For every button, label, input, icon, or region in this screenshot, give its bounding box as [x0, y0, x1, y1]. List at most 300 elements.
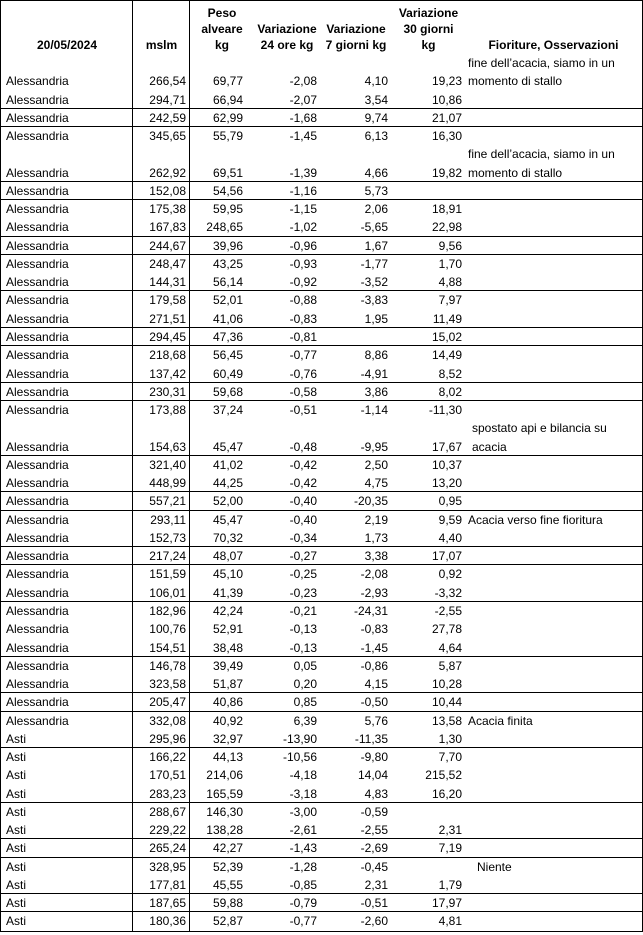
- change-24h-cell: -0,34: [254, 529, 320, 547]
- table-row: [1, 565, 642, 583]
- location-cell: Alessandria: [1, 273, 133, 291]
- location-cell: Alessandria: [1, 657, 133, 675]
- altitude-cell: 182,96: [133, 602, 190, 620]
- location-cell: Asti: [1, 876, 133, 894]
- change-24h-cell: -2,07: [254, 91, 320, 109]
- change-30d-cell: [392, 803, 465, 821]
- notes-cell: [465, 730, 642, 748]
- altitude-cell: 448,99: [133, 474, 190, 492]
- change-7d-cell: 1,73: [320, 529, 392, 547]
- change-30d-cell: 4,88: [392, 273, 465, 291]
- change-30d-cell: 4,64: [392, 639, 465, 657]
- location-cell: Asti: [1, 803, 133, 821]
- table-row: [1, 839, 642, 857]
- notes-cell: [465, 91, 642, 109]
- column-header-label: Peso alveare kg: [201, 6, 243, 52]
- notes-cell: [465, 182, 642, 200]
- location-cell: Alessandria: [1, 675, 133, 693]
- table-row: [1, 602, 642, 620]
- hive-weight-cell: 45,10: [212, 567, 243, 582]
- change-30d-cell: 4,81: [438, 914, 462, 929]
- change-30d-cell: [392, 858, 465, 876]
- change-7d-cell: 2,31: [320, 876, 392, 894]
- change-24h-cell: -0,92: [254, 273, 320, 291]
- notes-cell: Acacia verso fine fioritura: [468, 512, 603, 527]
- notes-cell: [465, 218, 642, 236]
- table-row: [1, 109, 642, 127]
- table-row: [1, 912, 642, 930]
- notes-cell: [465, 273, 642, 291]
- change-7d-cell: -3,83: [360, 293, 388, 308]
- change-30d-cell: 9,59: [438, 512, 462, 527]
- change-30d-cell: 2,31: [392, 821, 465, 839]
- column-header-label: Variazione 30 giorni kg: [398, 6, 459, 52]
- hive-weight-cell: 55,79: [212, 129, 243, 144]
- notes-cell: [465, 383, 642, 401]
- notes-cell: [465, 529, 642, 547]
- change-24h-cell: -0,13: [289, 622, 317, 637]
- hive-weight-cell: 52,91: [212, 622, 243, 637]
- change-30d-cell: 16,20: [392, 785, 465, 803]
- table-row: [1, 657, 642, 675]
- notes-cell: [465, 328, 642, 346]
- notes-cell: [465, 109, 642, 127]
- location-cell: Asti: [1, 858, 133, 876]
- altitude-cell: 293,11: [133, 511, 190, 529]
- notes-cell: [465, 821, 642, 839]
- location-cell: Alessandria: [1, 712, 133, 730]
- change-7d-cell: 4,75: [320, 474, 392, 492]
- change-30d-cell: -2,55: [434, 603, 462, 618]
- notes-cell: [465, 291, 642, 309]
- altitude-cell: 266,54: [133, 54, 190, 91]
- hive-weight-cell: 56,14: [190, 273, 254, 291]
- notes-cell: Niente: [477, 859, 512, 874]
- hive-weight-cell: 41,02: [212, 457, 243, 472]
- location-cell: Alessandria: [1, 328, 133, 346]
- table-row: [1, 145, 642, 182]
- change-24h-cell: -0,40: [254, 492, 320, 510]
- change-30d-cell: 8,52: [392, 365, 465, 383]
- change-24h-cell: -4,18: [289, 768, 317, 783]
- hive-weight-cell: 52,87: [212, 914, 243, 929]
- table-row: [1, 401, 642, 419]
- column-header-change-7d: [320, 1, 392, 54]
- change-7d-cell: -20,35: [320, 492, 392, 510]
- change-24h-cell: -0,13: [254, 639, 320, 657]
- change-30d-cell: 1,70: [438, 256, 462, 271]
- table-row: [1, 255, 642, 273]
- location-cell: Alessandria: [1, 401, 133, 419]
- location-cell: Alessandria: [1, 145, 133, 182]
- hive-weight-cell: 45,47: [190, 419, 254, 456]
- column-header-altitude: [133, 1, 190, 54]
- change-7d-cell: 4,15: [320, 675, 392, 693]
- change-24h-cell: -0,40: [289, 512, 317, 527]
- change-30d-cell: 5,87: [438, 658, 462, 673]
- column-header-date: [1, 1, 133, 54]
- hive-weight-cell: 146,30: [206, 804, 243, 819]
- location-cell: Alessandria: [1, 127, 133, 145]
- change-24h-cell: -0,25: [289, 567, 317, 582]
- altitude-cell: 152,73: [133, 529, 190, 547]
- notes-cell: [465, 200, 642, 218]
- change-30d-cell: 17,07: [392, 547, 465, 565]
- change-30d-cell: 7,70: [438, 750, 462, 765]
- change-7d-cell: 4,66: [320, 145, 392, 182]
- change-30d-cell: 7,97: [438, 293, 462, 308]
- change-30d-cell: 19,23: [431, 74, 462, 89]
- table-row: [1, 693, 642, 711]
- change-24h-cell: -0,79: [254, 894, 320, 912]
- change-30d-cell: 17,67: [392, 419, 465, 456]
- altitude-cell: 321,40: [133, 456, 190, 474]
- hive-weight-cell: 59,95: [212, 202, 243, 217]
- change-24h-cell: -0,58: [254, 383, 320, 401]
- hive-weight-cell: 40,92: [212, 713, 243, 728]
- table-row: [1, 182, 642, 200]
- table-row: [1, 821, 642, 839]
- altitude-cell: 230,31: [133, 383, 190, 401]
- altitude-cell: 154,63: [133, 419, 190, 456]
- change-24h-cell: 6,39: [293, 713, 317, 728]
- hive-weight-cell: 44,25: [190, 474, 254, 492]
- change-24h-cell: -0,88: [289, 293, 317, 308]
- hive-weight-cell: 62,99: [190, 109, 254, 127]
- notes-cell: [465, 639, 642, 657]
- hive-weight-cell: 41,39: [190, 584, 254, 602]
- change-7d-cell: -0,45: [360, 859, 388, 874]
- change-24h-cell: -0,51: [289, 403, 317, 418]
- change-24h-cell: -10,56: [282, 750, 317, 765]
- location-cell: Alessandria: [1, 365, 133, 383]
- hive-weight-cell: 42,27: [190, 839, 254, 857]
- change-24h-cell: -0,83: [254, 310, 320, 328]
- column-header-label: Variazione 24 ore kg: [257, 22, 317, 52]
- table-row: [1, 620, 642, 638]
- change-7d-cell: -5,65: [320, 218, 392, 236]
- table-row: [1, 291, 642, 309]
- location-cell: Alessandria: [1, 693, 133, 711]
- change-24h-cell: -2,61: [254, 821, 320, 839]
- change-24h-cell: -0,93: [289, 256, 317, 271]
- change-7d-cell: -2,60: [360, 914, 388, 929]
- table-row: [1, 766, 642, 784]
- altitude-cell: 294,71: [133, 91, 190, 109]
- hive-weight-cell: 45,55: [190, 876, 254, 894]
- change-30d-cell: -11,30: [428, 403, 462, 418]
- notes-cell: [465, 748, 642, 766]
- change-7d-cell: 2,06: [364, 202, 388, 217]
- notes-cell: fine dell’acacia, siamo in un momento di stallo: [465, 145, 642, 182]
- notes-cell: [465, 620, 642, 638]
- column-header-change-24h: [254, 1, 320, 54]
- change-30d-cell: 21,07: [392, 109, 465, 127]
- notes-cell: [465, 839, 642, 857]
- change-24h-cell: -0,42: [289, 457, 317, 472]
- change-7d-cell: 5,73: [320, 182, 392, 200]
- change-7d-cell: 4,10: [364, 74, 388, 89]
- altitude-cell: 144,31: [133, 273, 190, 291]
- notes-cell: Acacia finita: [468, 713, 533, 728]
- altitude-cell: 179,58: [133, 291, 190, 309]
- altitude-cell: 154,51: [133, 639, 190, 657]
- change-7d-cell: -0,59: [360, 804, 388, 819]
- altitude-cell: 332,08: [133, 712, 190, 730]
- hive-weight-cell: 52,39: [212, 859, 243, 874]
- change-7d-cell: -0,83: [360, 622, 388, 637]
- table-row: [1, 273, 642, 291]
- hive-weight-cell: 32,97: [190, 730, 254, 748]
- table-row: [1, 419, 642, 456]
- location-cell: Alessandria: [1, 54, 133, 91]
- location-cell: Alessandria: [1, 529, 133, 547]
- change-7d-cell: 3,54: [320, 91, 392, 109]
- altitude-cell: 106,01: [133, 584, 190, 602]
- notes-cell: [465, 237, 642, 255]
- change-30d-cell: 10,37: [431, 457, 462, 472]
- location-cell: Asti: [1, 821, 133, 839]
- table-row: [1, 346, 642, 364]
- change-30d-cell: 1,30: [392, 730, 465, 748]
- table-row: [1, 456, 642, 474]
- altitude-cell: 187,65: [133, 894, 190, 912]
- location-cell: Asti: [1, 748, 133, 766]
- change-7d-cell: -2,08: [360, 567, 388, 582]
- change-30d-cell: 13,20: [392, 474, 465, 492]
- table-row: [1, 730, 642, 748]
- altitude-cell: 177,81: [133, 876, 190, 894]
- altitude-cell: 217,24: [133, 547, 190, 565]
- notes-cell: [465, 657, 642, 675]
- hive-weight-cell: 42,24: [212, 603, 243, 618]
- table-row: [1, 858, 642, 876]
- location-cell: Alessandria: [1, 218, 133, 236]
- change-7d-cell: 14,04: [357, 768, 388, 783]
- change-7d-cell: -1,77: [360, 256, 388, 271]
- altitude-cell: 167,83: [133, 218, 190, 236]
- altitude-cell: 323,58: [133, 675, 190, 693]
- hive-weight-cell: 37,24: [212, 403, 243, 418]
- change-30d-cell: 22,98: [392, 218, 465, 236]
- notes-cell: [465, 766, 642, 784]
- altitude-cell: 100,76: [133, 620, 190, 638]
- header-row: [1, 1, 642, 54]
- altitude-cell: 288,67: [133, 803, 190, 821]
- hive-weight-cell: 214,06: [206, 768, 243, 783]
- change-24h-cell: -1,39: [254, 145, 320, 182]
- table-row: [1, 511, 642, 529]
- location-cell: Alessandria: [1, 456, 133, 474]
- hive-weight-cell: 69,77: [212, 74, 243, 89]
- notes-cell: [465, 255, 642, 273]
- change-7d-cell: -1,14: [360, 403, 388, 418]
- altitude-cell: 205,47: [133, 693, 190, 711]
- change-30d-cell: 8,02: [392, 383, 465, 401]
- table-row: [1, 54, 642, 91]
- notes-cell: [465, 785, 642, 803]
- change-24h-cell: -0,85: [254, 876, 320, 894]
- table-row: [1, 748, 642, 766]
- hive-weight-cell: 44,13: [212, 750, 243, 765]
- notes-cell: [465, 492, 642, 510]
- location-cell: Asti: [1, 766, 133, 784]
- notes-cell: [465, 584, 642, 602]
- change-7d-cell: [320, 328, 392, 346]
- location-cell: Alessandria: [1, 291, 133, 309]
- altitude-cell: 283,23: [133, 785, 190, 803]
- change-30d-cell: 17,97: [392, 894, 465, 912]
- notes-cell: [465, 127, 642, 145]
- change-24h-cell: -0,27: [254, 547, 320, 565]
- location-cell: Alessandria: [1, 419, 133, 456]
- location-cell: Alessandria: [1, 639, 133, 657]
- change-7d-cell: 8,86: [364, 348, 388, 363]
- table-row: [1, 675, 642, 693]
- notes-cell: [465, 675, 642, 693]
- change-24h-cell: 0,20: [254, 675, 320, 693]
- location-cell: Asti: [1, 894, 133, 912]
- change-30d-cell: -3,32: [392, 584, 465, 602]
- table-row: [1, 529, 642, 547]
- change-24h-cell: -0,48: [254, 419, 320, 456]
- altitude-cell: 328,95: [133, 858, 190, 876]
- notes-cell: [465, 693, 642, 711]
- table-row: [1, 310, 642, 328]
- change-24h-cell: -0,77: [289, 348, 317, 363]
- hive-weight-cell: 38,48: [190, 639, 254, 657]
- notes-cell: [465, 912, 642, 930]
- hive-weight-cell: 48,07: [190, 547, 254, 565]
- altitude-cell: 151,59: [133, 565, 190, 583]
- hive-weight-cell: 52,01: [212, 293, 243, 308]
- change-7d-cell: -0,50: [320, 693, 392, 711]
- notes-cell: [465, 547, 642, 565]
- altitude-cell: 242,59: [133, 109, 190, 127]
- change-30d-cell: 16,30: [431, 129, 462, 144]
- location-cell: Alessandria: [1, 200, 133, 218]
- altitude-cell: 294,45: [133, 328, 190, 346]
- change-24h-cell: 0,05: [293, 658, 317, 673]
- change-30d-cell: 4,40: [392, 529, 465, 547]
- change-30d-cell: 11,49: [392, 310, 465, 328]
- change-24h-cell: -1,68: [254, 109, 320, 127]
- notes-cell: [465, 602, 642, 620]
- change-7d-cell: 2,19: [364, 512, 388, 527]
- hive-weight-cell: 51,87: [190, 675, 254, 693]
- column-header-change-30d: [392, 1, 465, 54]
- change-7d-cell: 3,86: [320, 383, 392, 401]
- change-30d-cell: 10,28: [392, 675, 465, 693]
- change-7d-cell: 9,74: [320, 109, 392, 127]
- altitude-cell: 271,51: [133, 310, 190, 328]
- change-30d-cell: 19,82: [392, 145, 465, 182]
- altitude-cell: 557,21: [133, 492, 190, 510]
- location-cell: Alessandria: [1, 109, 133, 127]
- hive-weight-cell: 56,45: [212, 348, 243, 363]
- change-30d-cell: 18,91: [431, 202, 462, 217]
- altitude-cell: 152,08: [133, 182, 190, 200]
- change-7d-cell: 1,67: [320, 237, 392, 255]
- change-7d-cell: 3,38: [320, 547, 392, 565]
- location-cell: Alessandria: [1, 383, 133, 401]
- change-30d-cell: 215,52: [425, 768, 462, 783]
- location-cell: Alessandria: [1, 492, 133, 510]
- change-30d-cell: 10,86: [392, 91, 465, 109]
- hive-weight-cell: 40,86: [190, 693, 254, 711]
- table-row: [1, 876, 642, 894]
- table-row: [1, 365, 642, 383]
- column-header-notes: [465, 1, 642, 54]
- change-7d-cell: -9,95: [320, 419, 392, 456]
- change-24h-cell: 0,85: [254, 693, 320, 711]
- location-cell: Alessandria: [1, 602, 133, 620]
- change-24h-cell: -1,28: [289, 859, 317, 874]
- notes-cell: [465, 565, 642, 583]
- altitude-cell: 166,22: [133, 748, 190, 766]
- location-cell: Asti: [1, 839, 133, 857]
- hive-weight-cell: 39,96: [190, 237, 254, 255]
- change-7d-cell: -2,93: [320, 584, 392, 602]
- change-24h-cell: -0,42: [254, 474, 320, 492]
- change-7d-cell: 2,50: [364, 457, 388, 472]
- altitude-cell: 175,38: [133, 200, 190, 218]
- location-cell: Asti: [1, 912, 133, 930]
- change-7d-cell: -0,86: [360, 658, 388, 673]
- location-cell: Alessandria: [1, 255, 133, 273]
- change-24h-cell: -2,08: [289, 74, 317, 89]
- altitude-cell: 295,96: [133, 730, 190, 748]
- change-30d-cell: 7,19: [392, 839, 465, 857]
- column-header-label: 20/05/2024: [36, 38, 98, 52]
- table-row: [1, 547, 642, 565]
- location-cell: Alessandria: [1, 620, 133, 638]
- change-24h-cell: -0,76: [254, 365, 320, 383]
- change-7d-cell: 1,95: [320, 310, 392, 328]
- change-7d-cell: 6,13: [364, 129, 388, 144]
- table-row: [1, 127, 642, 145]
- notes-cell: [465, 310, 642, 328]
- hive-weight-cell: 66,94: [190, 91, 254, 109]
- change-24h-cell: -0,96: [254, 237, 320, 255]
- hive-weight-cell: 54,56: [190, 182, 254, 200]
- column-header-label: Variazione 7 giorni kg: [325, 22, 387, 52]
- change-24h-cell: -3,18: [254, 785, 320, 803]
- table-row: [1, 383, 642, 401]
- hive-weight-cell: 43,25: [212, 256, 243, 271]
- change-24h-cell: -0,23: [254, 584, 320, 602]
- change-24h-cell: -13,90: [254, 730, 320, 748]
- change-24h-cell: -3,00: [289, 804, 317, 819]
- notes-cell: [465, 346, 642, 364]
- column-header-label: mslm: [145, 38, 178, 52]
- altitude-cell: 229,22: [133, 821, 190, 839]
- location-cell: Alessandria: [1, 310, 133, 328]
- change-7d-cell: 4,83: [320, 785, 392, 803]
- location-cell: Alessandria: [1, 511, 133, 529]
- location-cell: Alessandria: [1, 237, 133, 255]
- location-cell: Alessandria: [1, 91, 133, 109]
- table-row: [1, 237, 642, 255]
- location-cell: Alessandria: [1, 474, 133, 492]
- hive-weight-cell: 39,49: [212, 658, 243, 673]
- location-cell: Asti: [1, 730, 133, 748]
- change-30d-cell: 0,95: [392, 492, 465, 510]
- change-7d-cell: 5,76: [364, 713, 388, 728]
- notes-cell: [465, 401, 642, 419]
- change-7d-cell: -1,45: [320, 639, 392, 657]
- table-row: [1, 328, 642, 346]
